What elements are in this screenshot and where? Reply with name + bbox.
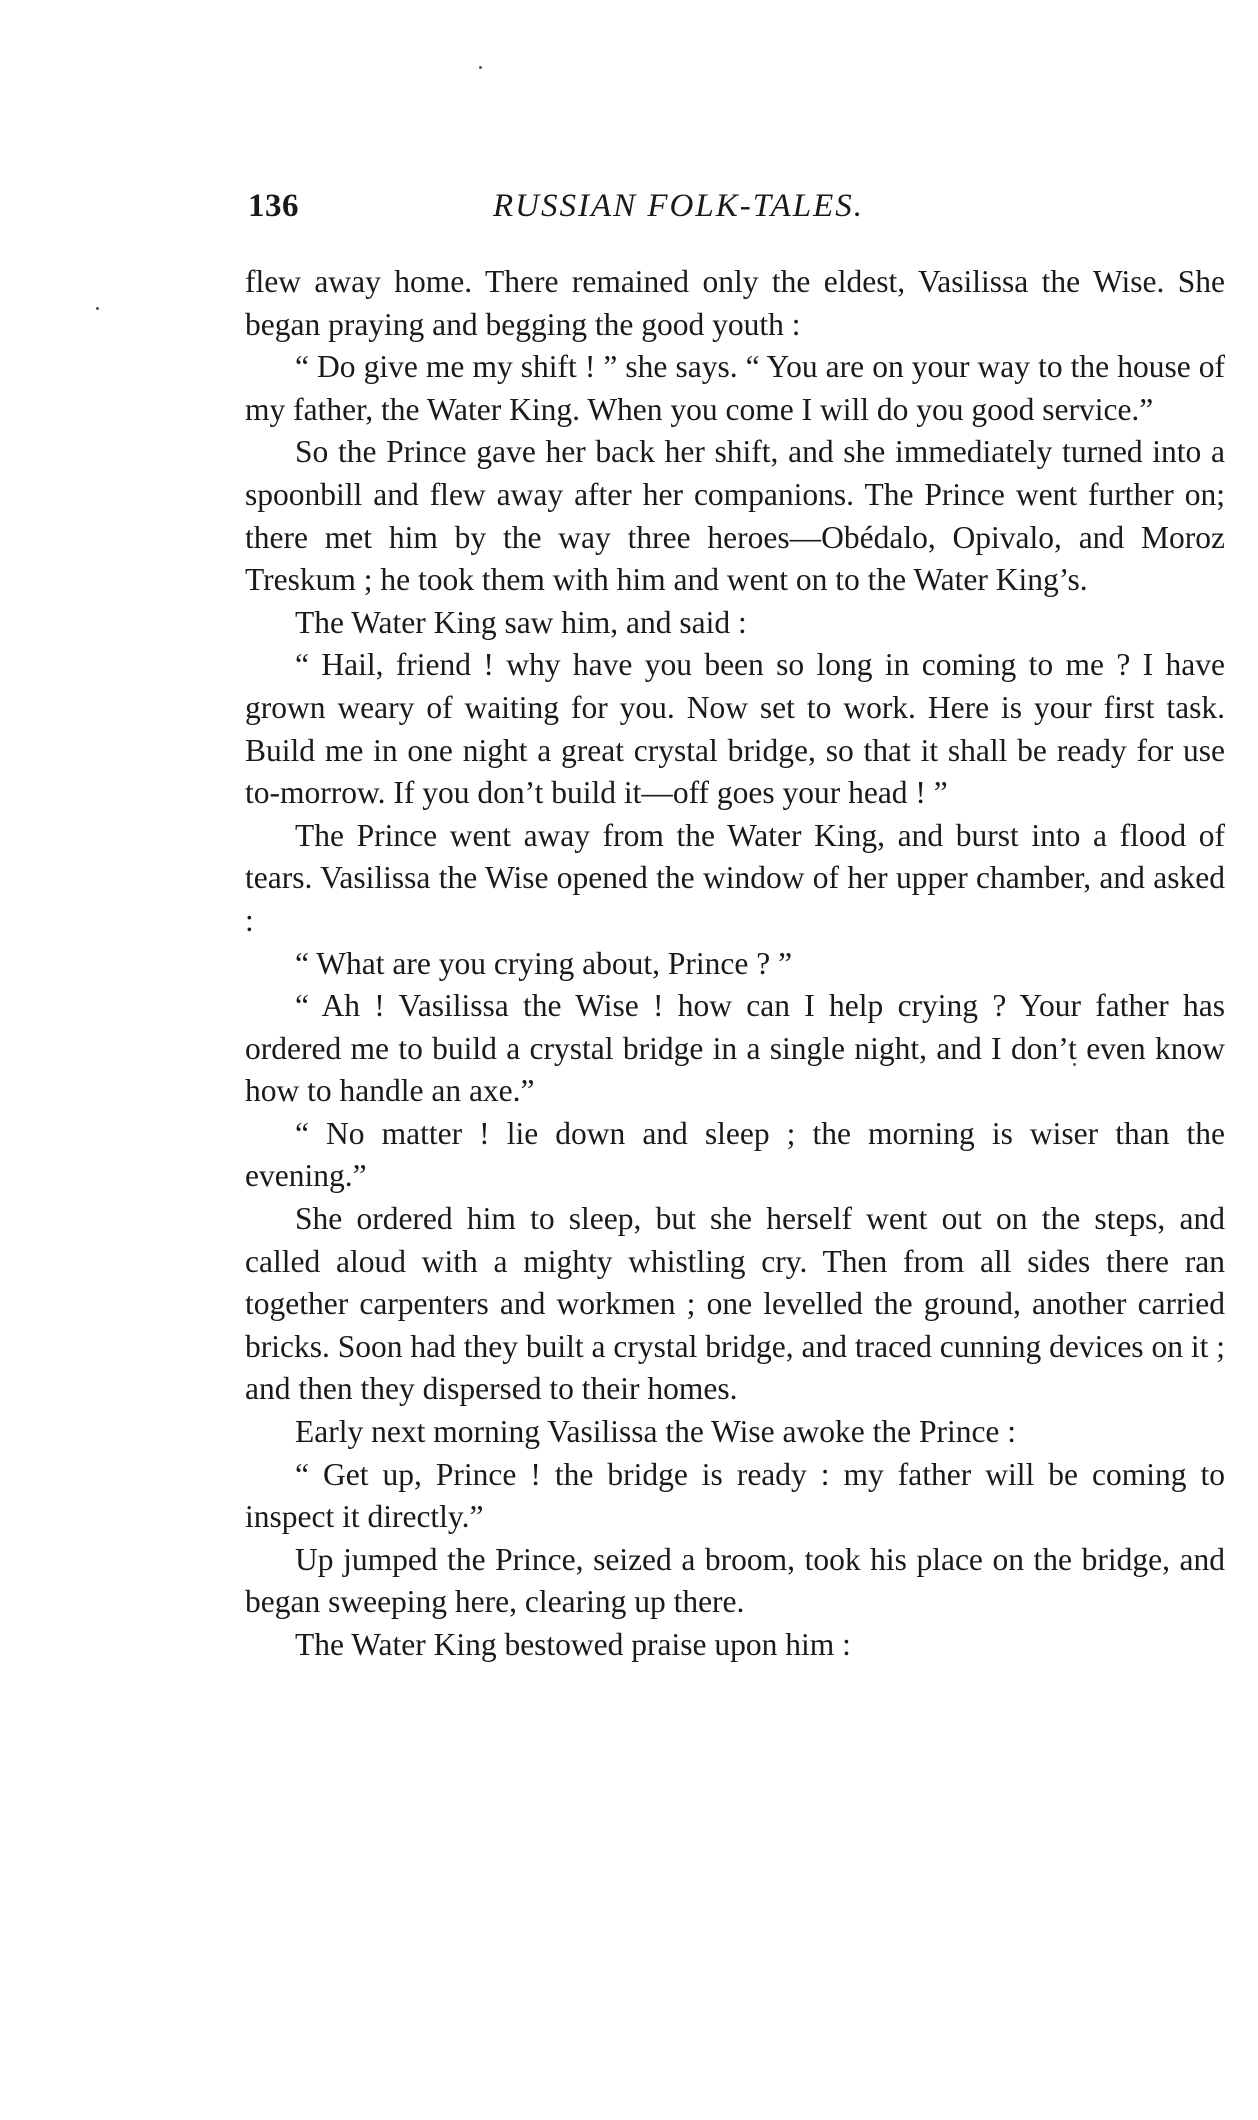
paragraph: The Water King bestowed praise upon him : bbox=[295, 1627, 851, 1662]
page-number: 136 bbox=[248, 188, 299, 224]
paragraph: The Water King saw him, and said : bbox=[295, 604, 747, 640]
paragraph: flew away home. There remained only the eldest, Vasilissa the Wise. She began praying and begging the good youth : bbox=[245, 264, 1225, 342]
paragraph: Early next morning Vasilissa the Wise awoke the Prince : bbox=[295, 1414, 1017, 1450]
body-text bbox=[245, 261, 1225, 1667]
paragraph: “ Get up, Prince ! the bridge is ready : my father will be coming to inspect it directly.” bbox=[245, 1456, 1225, 1535]
paragraph: The Prince went away from the Water King, and burst into a flood of tears. Vasilissa the Wise opened the window of her upper chamber, and asked : bbox=[245, 817, 1225, 938]
paragraph: Up jumped the Prince, seized a broom, took his place on the bridge, and began sweeping here, clearing up there. bbox=[245, 1541, 1225, 1620]
ink-speck bbox=[96, 307, 99, 310]
paragraph: “ Do give me my shift ! ” she says. “ You are on your way to the house of my father, the Water King. When you come I will do you good service.” bbox=[245, 349, 1225, 427]
paragraph: “ Ah ! Vasilissa the Wise ! how can I help crying ? Your father has ordered me to build a crystal bridge in a single night, and I don’t even know how to handle an axe.” bbox=[245, 988, 1225, 1109]
paragraph: “ What are you crying about, Prince ? ” bbox=[295, 945, 793, 981]
paragraph: She ordered him to sleep, but she herself went out on the steps, and called aloud with a mighty whistling cry. Then from all sides there ran together carpenters and workmen ; one levelled the ground, another carried bricks. Soon had they built a crystal bridge, and traced cunning devices on it ; and then they dispersed to their homes. bbox=[245, 1201, 1225, 1407]
paragraph: “ No matter ! lie down and sleep ; the morning is wiser than the evening.” bbox=[245, 1115, 1225, 1194]
ink-speck bbox=[479, 66, 482, 69]
paragraph: So the Prince gave her back her shift, and she immediately turned into a spoonbill and flew away after her companions. The Prince went further on; there met him by the way three heroes—Obédalo, Opivalo, and Moroz Treskum ; he took them with him and went on to the Water King’s. bbox=[245, 434, 1225, 598]
paragraph: “ Hail, friend ! why have you been so long in coming to me ? I have grown weary of waiting for you. Now set to work. Here is your first task. Build me in one night a great crystal bridge, so that it shall be ready for use to-morrow. If you don’t build it—off goes your head ! ” bbox=[245, 647, 1225, 811]
page-header bbox=[248, 188, 1224, 236]
running-title: RUSSIAN FOLK-TALES. bbox=[493, 188, 865, 224]
